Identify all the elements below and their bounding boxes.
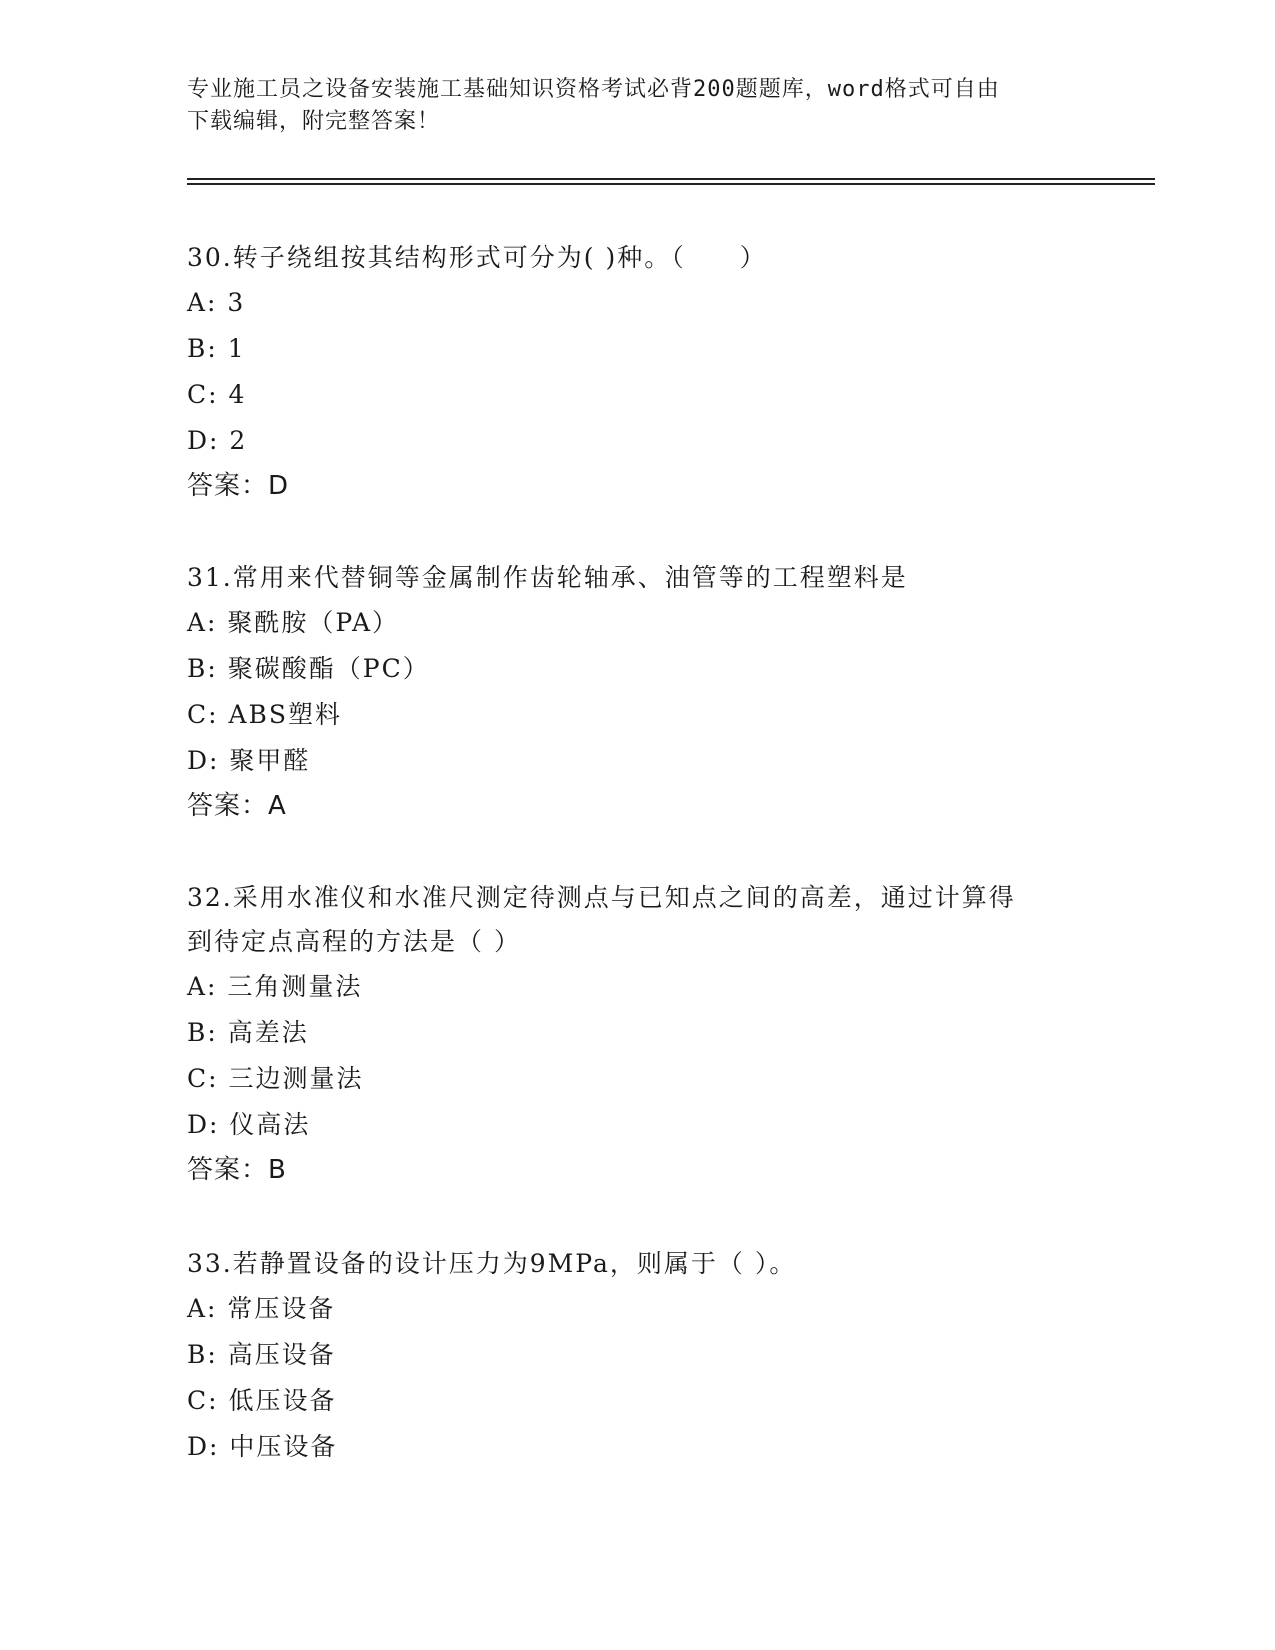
header-divider-top <box>187 178 1155 180</box>
question-stem: 30.转子绕组按其结构形式可分为( )种。（ ） <box>187 243 767 272</box>
option-a: A: 常压设备 <box>187 1294 336 1323</box>
option-b: B: 1 <box>187 334 246 363</box>
header-line-2: 下载编辑，附完整答案！ <box>187 109 441 134</box>
header-divider-bottom <box>187 183 1155 185</box>
option-d: D: 中压设备 <box>187 1432 338 1461</box>
option-a: A: 聚酰胺（PA） <box>187 608 400 637</box>
answer: 答案：B <box>187 1155 287 1185</box>
question-31 <box>187 556 1087 828</box>
option-b: B: 高压设备 <box>187 1340 336 1369</box>
header-line-1: 专业施工员之设备安装施工基础知识资格考试必背200题题库，word格式可自由 <box>187 77 1000 102</box>
question-30 <box>187 236 1087 508</box>
document-header <box>187 74 1067 138</box>
option-b: B: 聚碳酸酯（PC） <box>187 654 430 683</box>
option-c: C: 三边测量法 <box>187 1064 364 1093</box>
answer: 答案：A <box>187 791 287 821</box>
question-stem: 31.常用来代替铜等金属制作齿轮轴承、油管等的工程塑料是 <box>187 563 908 592</box>
question-33 <box>187 1242 1087 1470</box>
question-stem: 33.若静置设备的设计压力为9MPa，则属于（ ）。 <box>187 1249 797 1278</box>
question-32 <box>187 876 1087 1192</box>
option-a: A: 三角测量法 <box>187 972 363 1001</box>
answer: 答案：D <box>187 471 290 501</box>
option-a: A: 3 <box>187 288 246 317</box>
question-stem-line-2: 到待定点高程的方法是（ ） <box>187 927 521 956</box>
option-c: C: 4 <box>187 380 247 409</box>
question-stem-line-1: 32.采用水准仪和水准尺测定待测点与已知点之间的高差，通过计算得 <box>187 883 1016 912</box>
option-d: D: 聚甲醛 <box>187 746 311 775</box>
option-d: D: 2 <box>187 426 248 455</box>
option-c: C: 低压设备 <box>187 1386 337 1415</box>
option-d: D: 仪高法 <box>187 1110 311 1139</box>
option-b: B: 高差法 <box>187 1018 309 1047</box>
option-c: C: ABS塑料 <box>187 700 343 729</box>
